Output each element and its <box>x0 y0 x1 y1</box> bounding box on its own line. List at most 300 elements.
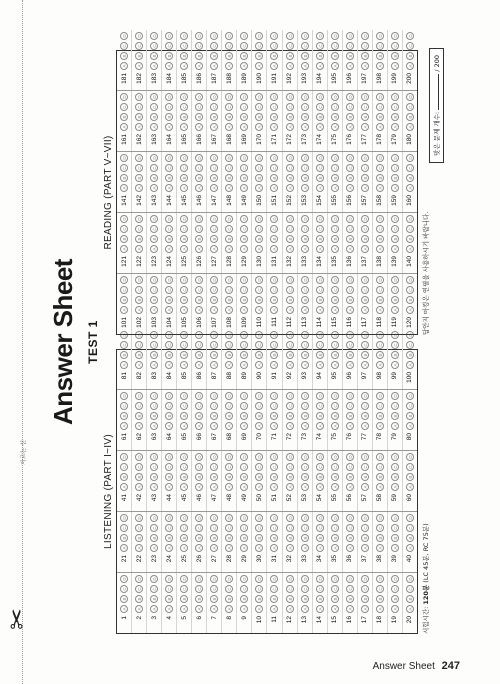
answer-bubble[interactable]: D <box>180 514 188 522</box>
answer-bubble[interactable]: B <box>346 174 354 182</box>
answer-bubble[interactable]: B <box>406 174 414 182</box>
answer-bubble[interactable]: D <box>210 93 218 101</box>
answer-bubble[interactable]: C <box>225 585 233 593</box>
answer-bubble[interactable]: A <box>240 123 248 131</box>
answer-bubble[interactable]: A <box>361 306 369 314</box>
answer-bubble[interactable]: B <box>346 52 354 60</box>
answer-bubble[interactable]: C <box>135 286 143 294</box>
answer-bubble[interactable]: C <box>361 164 369 172</box>
answer-bubble[interactable]: D <box>270 215 278 223</box>
answer-bubble[interactable]: C <box>270 524 278 532</box>
answer-bubble[interactable]: C <box>255 225 263 233</box>
answer-bubble[interactable]: B <box>316 412 324 420</box>
answer-bubble[interactable]: C <box>406 286 414 294</box>
answer-bubble[interactable]: D <box>150 392 158 400</box>
answer-bubble[interactable]: B <box>150 113 158 121</box>
answer-bubble[interactable]: B <box>331 113 339 121</box>
answer-bubble[interactable]: D <box>120 453 128 461</box>
answer-bubble[interactable]: A <box>361 422 369 430</box>
answer-bubble[interactable]: C <box>406 42 414 50</box>
answer-bubble[interactable]: B <box>316 174 324 182</box>
answer-bubble[interactable]: A <box>346 184 354 192</box>
answer-bubble[interactable]: A <box>255 483 263 491</box>
answer-bubble[interactable]: C <box>301 402 309 410</box>
answer-bubble[interactable]: A <box>195 483 203 491</box>
answer-bubble[interactable]: D <box>361 331 369 339</box>
answer-bubble[interactable]: A <box>120 422 128 430</box>
answer-bubble[interactable]: A <box>180 544 188 552</box>
answer-bubble[interactable]: A <box>331 483 339 491</box>
answer-bubble[interactable]: D <box>120 32 128 40</box>
answer-bubble[interactable]: D <box>316 93 324 101</box>
answer-bubble[interactable]: C <box>376 164 384 172</box>
answer-bubble[interactable]: A <box>210 184 218 192</box>
answer-bubble[interactable]: A <box>180 422 188 430</box>
answer-bubble[interactable]: D <box>150 453 158 461</box>
answer-bubble[interactable]: D <box>240 331 248 339</box>
answer-bubble[interactable]: D <box>135 514 143 522</box>
answer-bubble[interactable]: B <box>120 296 128 304</box>
answer-bubble[interactable]: A <box>255 184 263 192</box>
answer-bubble[interactable]: C <box>286 585 294 593</box>
answer-bubble[interactable]: D <box>331 575 339 583</box>
answer-bubble[interactable]: C <box>270 585 278 593</box>
answer-bubble[interactable]: B <box>270 235 278 243</box>
answer-bubble[interactable]: A <box>270 483 278 491</box>
answer-bubble[interactable]: C <box>150 42 158 50</box>
answer-bubble[interactable]: C <box>286 286 294 294</box>
answer-bubble[interactable]: A <box>165 483 173 491</box>
answer-bubble[interactable]: D <box>150 276 158 284</box>
answer-bubble[interactable]: A <box>135 361 143 369</box>
answer-bubble[interactable]: D <box>361 276 369 284</box>
answer-bubble[interactable]: D <box>195 276 203 284</box>
answer-bubble[interactable]: B <box>406 52 414 60</box>
answer-bubble[interactable]: D <box>195 331 203 339</box>
answer-bubble[interactable]: D <box>255 93 263 101</box>
answer-bubble[interactable]: A <box>270 422 278 430</box>
answer-bubble[interactable]: C <box>135 585 143 593</box>
answer-bubble[interactable]: D <box>135 215 143 223</box>
answer-bubble[interactable]: D <box>316 575 324 583</box>
answer-bubble[interactable]: D <box>150 154 158 162</box>
answer-bubble[interactable]: A <box>270 245 278 253</box>
answer-bubble[interactable]: B <box>135 174 143 182</box>
answer-bubble[interactable]: C <box>195 42 203 50</box>
answer-bubble[interactable]: B <box>346 412 354 420</box>
answer-bubble[interactable]: D <box>331 32 339 40</box>
answer-bubble[interactable]: D <box>225 215 233 223</box>
answer-bubble[interactable]: C <box>346 524 354 532</box>
answer-bubble[interactable]: B <box>391 235 399 243</box>
answer-bubble[interactable]: B <box>301 534 309 542</box>
answer-bubble[interactable]: D <box>225 32 233 40</box>
answer-bubble[interactable]: B <box>180 174 188 182</box>
answer-bubble[interactable]: C <box>225 341 233 349</box>
answer-bubble[interactable]: A <box>240 605 248 613</box>
answer-bubble[interactable]: A <box>316 306 324 314</box>
answer-bubble[interactable]: D <box>210 514 218 522</box>
answer-bubble[interactable]: C <box>120 402 128 410</box>
answer-bubble[interactable]: A <box>286 544 294 552</box>
answer-bubble[interactable]: A <box>255 306 263 314</box>
answer-bubble[interactable]: B <box>361 412 369 420</box>
answer-bubble[interactable]: C <box>135 164 143 172</box>
answer-bubble[interactable]: B <box>195 412 203 420</box>
answer-bubble[interactable]: C <box>135 341 143 349</box>
answer-bubble[interactable]: C <box>331 42 339 50</box>
answer-bubble[interactable]: C <box>270 103 278 111</box>
answer-bubble[interactable]: A <box>361 361 369 369</box>
answer-bubble[interactable]: B <box>225 174 233 182</box>
answer-bubble[interactable]: C <box>406 164 414 172</box>
answer-bubble[interactable]: D <box>406 276 414 284</box>
answer-bubble[interactable]: B <box>210 534 218 542</box>
answer-bubble[interactable]: A <box>316 184 324 192</box>
answer-bubble[interactable]: D <box>210 276 218 284</box>
answer-bubble[interactable]: A <box>286 422 294 430</box>
answer-bubble[interactable]: B <box>135 473 143 481</box>
answer-bubble[interactable]: D <box>270 514 278 522</box>
answer-bubble[interactable]: C <box>120 225 128 233</box>
answer-bubble[interactable]: C <box>210 524 218 532</box>
answer-bubble[interactable]: B <box>240 351 248 359</box>
answer-bubble[interactable]: B <box>195 534 203 542</box>
answer-bubble[interactable]: B <box>270 351 278 359</box>
answer-bubble[interactable]: C <box>331 103 339 111</box>
answer-bubble[interactable]: B <box>316 296 324 304</box>
answer-bubble[interactable]: D <box>180 392 188 400</box>
answer-bubble[interactable]: D <box>120 575 128 583</box>
answer-bubble[interactable]: C <box>331 585 339 593</box>
answer-bubble[interactable]: B <box>195 174 203 182</box>
answer-bubble[interactable]: A <box>376 184 384 192</box>
answer-bubble[interactable]: A <box>406 483 414 491</box>
answer-bubble[interactable]: B <box>120 235 128 243</box>
answer-bubble[interactable]: C <box>361 463 369 471</box>
answer-bubble[interactable]: A <box>391 544 399 552</box>
answer-bubble[interactable]: B <box>240 296 248 304</box>
answer-bubble[interactable]: D <box>120 514 128 522</box>
answer-bubble[interactable]: C <box>331 463 339 471</box>
answer-bubble[interactable]: C <box>210 103 218 111</box>
answer-bubble[interactable]: C <box>135 42 143 50</box>
answer-bubble[interactable]: C <box>301 463 309 471</box>
answer-bubble[interactable]: B <box>120 52 128 60</box>
answer-bubble[interactable]: C <box>255 103 263 111</box>
answer-bubble[interactable]: A <box>376 62 384 70</box>
answer-bubble[interactable]: D <box>120 331 128 339</box>
answer-bubble[interactable]: A <box>316 62 324 70</box>
answer-bubble[interactable]: A <box>120 245 128 253</box>
answer-bubble[interactable]: D <box>135 32 143 40</box>
answer-bubble[interactable]: D <box>346 514 354 522</box>
answer-bubble[interactable]: A <box>255 123 263 131</box>
answer-bubble[interactable]: B <box>406 296 414 304</box>
answer-bubble[interactable]: A <box>346 361 354 369</box>
answer-bubble[interactable]: B <box>361 473 369 481</box>
answer-bubble[interactable]: A <box>286 605 294 613</box>
answer-bubble[interactable]: C <box>120 42 128 50</box>
answer-bubble[interactable]: B <box>225 351 233 359</box>
answer-bubble[interactable]: B <box>255 52 263 60</box>
answer-bubble[interactable]: A <box>361 544 369 552</box>
answer-bubble[interactable]: A <box>270 361 278 369</box>
answer-bubble[interactable]: C <box>346 463 354 471</box>
answer-bubble[interactable]: C <box>346 225 354 233</box>
answer-bubble[interactable]: A <box>210 123 218 131</box>
answer-bubble[interactable]: C <box>225 164 233 172</box>
answer-bubble[interactable]: B <box>301 351 309 359</box>
answer-bubble[interactable]: A <box>346 306 354 314</box>
answer-bubble[interactable]: B <box>270 412 278 420</box>
answer-bubble[interactable]: D <box>301 32 309 40</box>
answer-bubble[interactable]: D <box>240 32 248 40</box>
answer-bubble[interactable]: A <box>120 123 128 131</box>
answer-bubble[interactable]: A <box>286 123 294 131</box>
answer-bubble[interactable]: B <box>301 174 309 182</box>
answer-bubble[interactable]: D <box>255 32 263 40</box>
answer-bubble[interactable]: B <box>361 296 369 304</box>
answer-bubble[interactable]: A <box>195 245 203 253</box>
answer-bubble[interactable]: A <box>406 62 414 70</box>
answer-bubble[interactable]: B <box>361 595 369 603</box>
answer-bubble[interactable]: D <box>195 575 203 583</box>
answer-bubble[interactable]: B <box>391 412 399 420</box>
answer-bubble[interactable]: C <box>195 524 203 532</box>
answer-bubble[interactable]: A <box>150 62 158 70</box>
answer-bubble[interactable]: A <box>210 605 218 613</box>
answer-bubble[interactable]: C <box>150 164 158 172</box>
answer-bubble[interactable]: D <box>376 392 384 400</box>
answer-bubble[interactable]: A <box>165 184 173 192</box>
answer-bubble[interactable]: C <box>120 286 128 294</box>
answer-bubble[interactable]: A <box>301 123 309 131</box>
answer-bubble[interactable]: A <box>346 245 354 253</box>
answer-bubble[interactable]: B <box>135 412 143 420</box>
answer-bubble[interactable]: D <box>406 331 414 339</box>
answer-bubble[interactable]: B <box>406 595 414 603</box>
answer-bubble[interactable]: C <box>391 524 399 532</box>
answer-bubble[interactable]: B <box>270 296 278 304</box>
answer-bubble[interactable]: D <box>195 154 203 162</box>
answer-bubble[interactable]: B <box>255 412 263 420</box>
answer-bubble[interactable]: C <box>391 286 399 294</box>
answer-bubble[interactable]: D <box>120 392 128 400</box>
answer-bubble[interactable]: C <box>286 463 294 471</box>
answer-bubble[interactable]: D <box>331 276 339 284</box>
answer-bubble[interactable]: B <box>255 235 263 243</box>
answer-bubble[interactable]: A <box>225 184 233 192</box>
answer-bubble[interactable]: D <box>120 93 128 101</box>
answer-bubble[interactable]: C <box>301 585 309 593</box>
answer-bubble[interactable]: D <box>135 154 143 162</box>
answer-bubble[interactable]: A <box>270 123 278 131</box>
answer-bubble[interactable]: A <box>331 361 339 369</box>
answer-bubble[interactable]: D <box>376 215 384 223</box>
answer-bubble[interactable]: C <box>270 402 278 410</box>
answer-bubble[interactable]: C <box>225 524 233 532</box>
answer-bubble[interactable]: C <box>135 225 143 233</box>
answer-bubble[interactable]: A <box>255 422 263 430</box>
answer-bubble[interactable]: A <box>210 306 218 314</box>
answer-bubble[interactable]: C <box>165 524 173 532</box>
answer-bubble[interactable]: A <box>316 544 324 552</box>
answer-bubble[interactable]: A <box>406 123 414 131</box>
answer-bubble[interactable]: B <box>376 534 384 542</box>
answer-bubble[interactable]: A <box>376 306 384 314</box>
answer-bubble[interactable]: B <box>346 296 354 304</box>
answer-bubble[interactable]: D <box>180 575 188 583</box>
answer-bubble[interactable]: A <box>225 483 233 491</box>
answer-bubble[interactable]: C <box>255 402 263 410</box>
answer-bubble[interactable]: D <box>286 154 294 162</box>
answer-bubble[interactable]: B <box>346 113 354 121</box>
answer-bubble[interactable]: C <box>301 164 309 172</box>
answer-bubble[interactable]: B <box>316 595 324 603</box>
answer-bubble[interactable]: D <box>195 514 203 522</box>
answer-bubble[interactable]: D <box>301 154 309 162</box>
answer-bubble[interactable]: D <box>255 154 263 162</box>
answer-bubble[interactable]: B <box>240 595 248 603</box>
answer-bubble[interactable]: C <box>316 164 324 172</box>
answer-bubble[interactable]: D <box>361 453 369 461</box>
answer-bubble[interactable]: C <box>255 164 263 172</box>
answer-bubble[interactable]: A <box>210 361 218 369</box>
answer-bubble[interactable]: D <box>316 453 324 461</box>
answer-bubble[interactable]: A <box>286 245 294 253</box>
answer-bubble[interactable]: A <box>301 544 309 552</box>
answer-bubble[interactable]: D <box>240 514 248 522</box>
answer-bubble[interactable]: C <box>120 524 128 532</box>
answer-bubble[interactable]: B <box>301 113 309 121</box>
answer-bubble[interactable]: C <box>210 164 218 172</box>
answer-bubble[interactable]: A <box>316 123 324 131</box>
answer-bubble[interactable]: C <box>135 524 143 532</box>
answer-bubble[interactable]: A <box>391 123 399 131</box>
answer-bubble[interactable]: B <box>120 113 128 121</box>
answer-bubble[interactable]: D <box>255 392 263 400</box>
answer-bubble[interactable]: D <box>135 453 143 461</box>
answer-bubble[interactable]: D <box>135 276 143 284</box>
answer-bubble[interactable]: D <box>376 32 384 40</box>
answer-bubble[interactable]: D <box>406 154 414 162</box>
answer-bubble[interactable]: B <box>165 412 173 420</box>
answer-bubble[interactable]: B <box>316 351 324 359</box>
answer-bubble[interactable]: A <box>270 62 278 70</box>
answer-bubble[interactable]: A <box>210 62 218 70</box>
answer-bubble[interactable]: B <box>346 235 354 243</box>
answer-bubble[interactable]: A <box>120 361 128 369</box>
answer-bubble[interactable]: C <box>316 402 324 410</box>
answer-bubble[interactable]: B <box>406 534 414 542</box>
answer-bubble[interactable]: B <box>316 113 324 121</box>
answer-bubble[interactable]: C <box>255 524 263 532</box>
answer-bubble[interactable]: A <box>406 361 414 369</box>
answer-bubble[interactable]: B <box>195 473 203 481</box>
answer-bubble[interactable]: B <box>255 351 263 359</box>
answer-bubble[interactable]: B <box>301 412 309 420</box>
answer-bubble[interactable]: B <box>165 473 173 481</box>
answer-bubble[interactable]: B <box>331 52 339 60</box>
answer-bubble[interactable]: B <box>240 412 248 420</box>
answer-bubble[interactable]: C <box>331 164 339 172</box>
answer-bubble[interactable]: B <box>135 534 143 542</box>
answer-bubble[interactable]: B <box>150 235 158 243</box>
answer-bubble[interactable]: C <box>406 585 414 593</box>
answer-bubble[interactable]: B <box>120 174 128 182</box>
answer-bubble[interactable]: D <box>135 93 143 101</box>
answer-bubble[interactable]: C <box>225 42 233 50</box>
answer-bubble[interactable]: D <box>210 215 218 223</box>
answer-bubble[interactable]: B <box>165 235 173 243</box>
answer-bubble[interactable]: A <box>361 483 369 491</box>
answer-bubble[interactable]: A <box>240 544 248 552</box>
answer-bubble[interactable]: A <box>361 123 369 131</box>
answer-bubble[interactable]: D <box>376 331 384 339</box>
answer-bubble[interactable]: D <box>165 392 173 400</box>
answer-bubble[interactable]: C <box>150 585 158 593</box>
answer-bubble[interactable]: B <box>210 174 218 182</box>
answer-bubble[interactable]: C <box>361 402 369 410</box>
answer-bubble[interactable]: C <box>346 402 354 410</box>
answer-bubble[interactable]: B <box>331 296 339 304</box>
answer-bubble[interactable]: B <box>376 473 384 481</box>
answer-bubble[interactable]: B <box>391 473 399 481</box>
answer-bubble[interactable]: D <box>195 453 203 461</box>
answer-bubble[interactable]: C <box>376 103 384 111</box>
answer-bubble[interactable]: A <box>346 544 354 552</box>
answer-bubble[interactable]: A <box>135 422 143 430</box>
answer-bubble[interactable]: C <box>180 402 188 410</box>
answer-bubble[interactable]: A <box>225 605 233 613</box>
answer-bubble[interactable]: B <box>165 296 173 304</box>
answer-bubble[interactable]: A <box>120 184 128 192</box>
answer-bubble[interactable]: A <box>210 544 218 552</box>
answer-bubble[interactable]: D <box>210 32 218 40</box>
answer-bubble[interactable]: C <box>180 524 188 532</box>
answer-bubble[interactable]: D <box>286 392 294 400</box>
answer-bubble[interactable]: D <box>361 154 369 162</box>
answer-bubble[interactable]: C <box>240 164 248 172</box>
answer-bubble[interactable]: D <box>165 514 173 522</box>
answer-bubble[interactable]: A <box>195 306 203 314</box>
answer-bubble[interactable]: D <box>210 453 218 461</box>
answer-bubble[interactable]: C <box>406 402 414 410</box>
answer-bubble[interactable]: C <box>391 42 399 50</box>
answer-bubble[interactable]: C <box>301 225 309 233</box>
answer-bubble[interactable]: B <box>240 534 248 542</box>
answer-bubble[interactable]: C <box>316 225 324 233</box>
answer-bubble[interactable]: A <box>225 361 233 369</box>
answer-bubble[interactable]: D <box>255 215 263 223</box>
answer-bubble[interactable]: B <box>376 174 384 182</box>
answer-bubble[interactable]: A <box>406 544 414 552</box>
answer-bubble[interactable]: C <box>165 585 173 593</box>
answer-bubble[interactable]: A <box>316 605 324 613</box>
answer-bubble[interactable]: D <box>165 331 173 339</box>
answer-bubble[interactable]: B <box>376 296 384 304</box>
answer-bubble[interactable]: B <box>346 351 354 359</box>
answer-bubble[interactable]: A <box>316 245 324 253</box>
answer-bubble[interactable]: D <box>406 215 414 223</box>
answer-bubble[interactable]: B <box>301 296 309 304</box>
answer-bubble[interactable]: A <box>180 62 188 70</box>
answer-bubble[interactable]: A <box>135 544 143 552</box>
answer-bubble[interactable]: C <box>316 341 324 349</box>
answer-bubble[interactable]: D <box>195 215 203 223</box>
answer-bubble[interactable]: B <box>180 534 188 542</box>
